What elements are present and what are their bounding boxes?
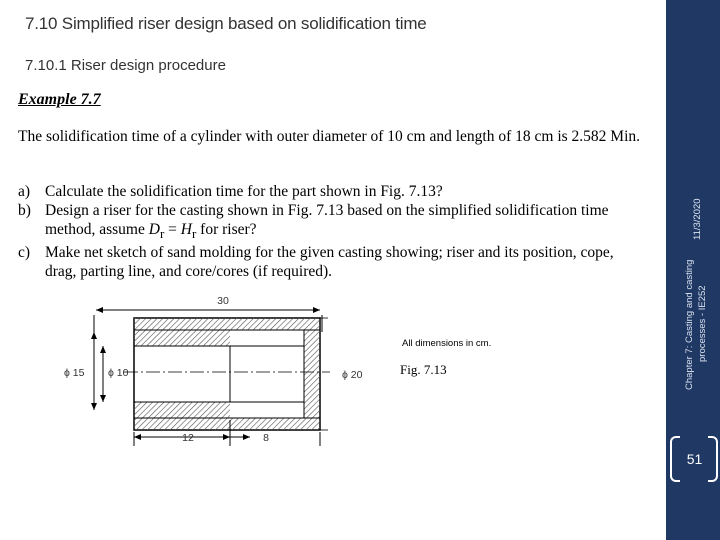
wall-left-top-hatch xyxy=(134,330,230,346)
arrowhead xyxy=(96,307,103,313)
arrowhead xyxy=(91,403,97,410)
task-marker: a) xyxy=(18,183,31,200)
page-number: 51 xyxy=(686,451,703,467)
sidebar-footer-line1: Chapter 7: Casting and casting xyxy=(684,259,695,390)
arrowhead xyxy=(223,434,230,440)
task-item xyxy=(18,243,638,281)
task-text-part: for riser? xyxy=(196,221,257,238)
wall-bottom-hatch xyxy=(134,418,320,430)
dim-bottom-right-label: 8 xyxy=(263,432,269,444)
wall-top-hatch xyxy=(134,318,320,330)
slide-title: 7.10 Simplified riser design based on solidification time xyxy=(25,14,427,33)
example-label: Example 7.7 xyxy=(18,91,101,108)
task-marker: c) xyxy=(18,244,31,262)
sub-r: r xyxy=(191,226,197,242)
task-text: Make net sketch of sand molding for the given casting showing; riser and its position, cope, drag, parting line, and core/cores (if required). xyxy=(45,244,614,281)
wall-end-hatch xyxy=(304,330,320,418)
casting-drawing xyxy=(0,290,520,450)
figure-caption: Fig. 7.13 xyxy=(400,362,447,377)
arrowhead xyxy=(313,307,320,313)
arrowhead xyxy=(91,332,97,339)
dim-top-label: 30 xyxy=(217,295,229,307)
task-text xyxy=(45,201,638,243)
sub-r: r xyxy=(159,226,165,242)
arrowhead xyxy=(100,346,106,353)
task-item xyxy=(18,182,638,201)
arrowhead xyxy=(100,395,106,402)
dim-bottom-left-label: 12 xyxy=(182,432,194,444)
sidebar-date: 11/3/2020 xyxy=(692,198,703,240)
section-subtitle: 7.10.1 Riser design procedure xyxy=(25,57,226,74)
arrowhead xyxy=(243,434,250,440)
sidebar-footer-line2: processes - IE252 xyxy=(697,285,708,362)
intro-paragraph: The solidification time of a cylinder with outer diameter of 10 cm and length of 18 cm is 2.582 Min. xyxy=(18,128,641,145)
wall-left-bottom-hatch xyxy=(134,402,230,418)
dim-left-inner-label: ϕ 10 xyxy=(108,367,129,379)
arrowhead xyxy=(134,434,141,440)
task-text: Calculate the solidification time for the part shown in Fig. 7.13? xyxy=(45,183,443,200)
dimension-note: All dimensions in cm. xyxy=(402,338,492,349)
dim-left-outer-label: ϕ 15 xyxy=(64,367,85,379)
var-h: H xyxy=(180,221,192,238)
task-item xyxy=(18,201,638,243)
bore-large xyxy=(230,346,304,402)
dim-right-label: ϕ 20 xyxy=(342,369,363,381)
task-list xyxy=(18,182,638,281)
task-marker: b) xyxy=(18,202,31,219)
task-text-part: Design a riser for the casting shown in Fig. 7.13 based on the simplified solidification time method, assume xyxy=(45,202,609,238)
equals: = xyxy=(164,221,181,238)
var-d: D xyxy=(148,221,160,238)
